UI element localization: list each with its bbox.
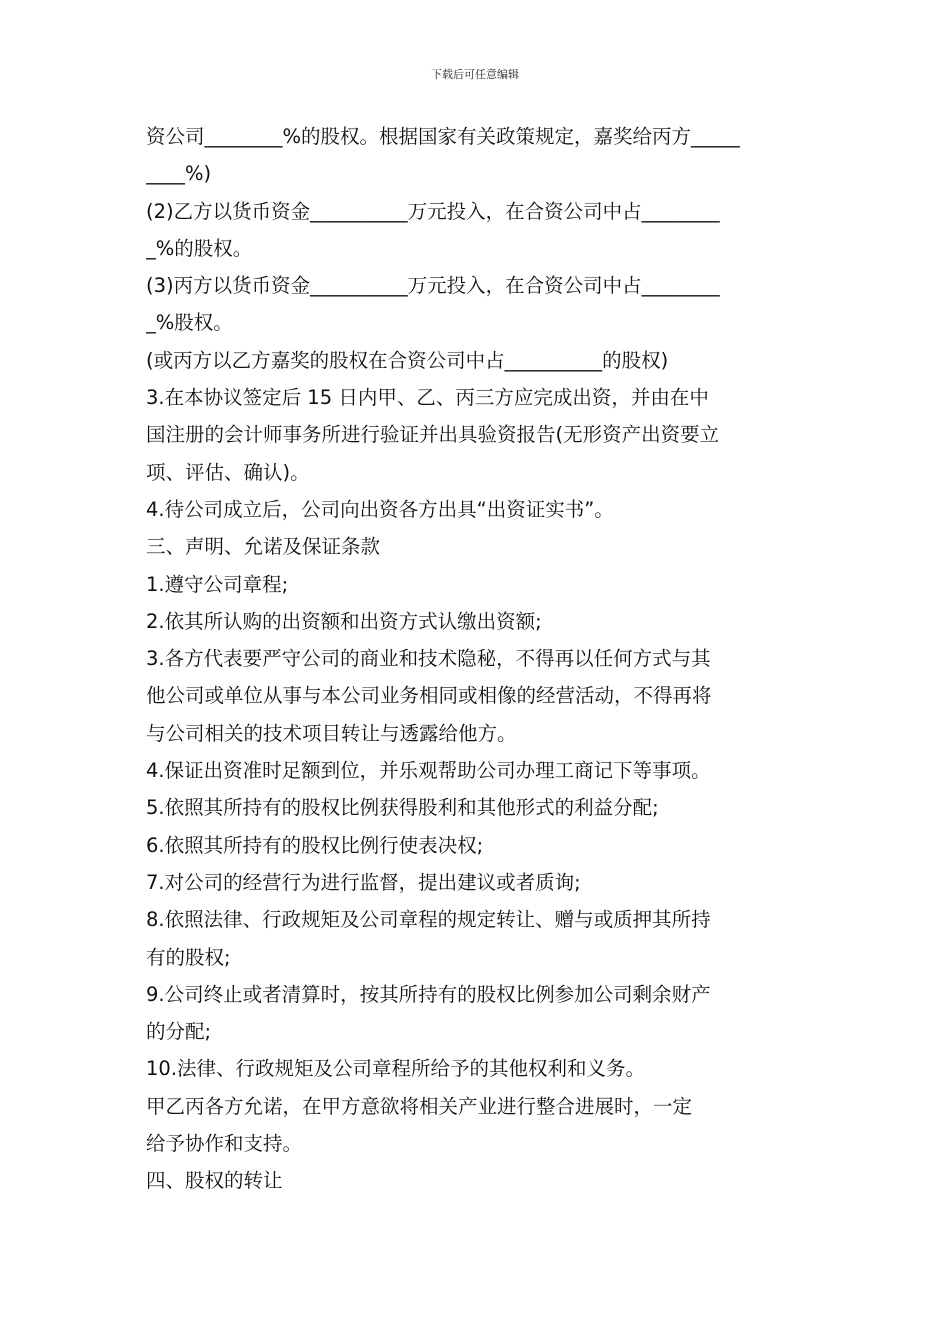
text-line: 7.对公司的经营行为进行监督，提出建议或者质询;	[146, 870, 581, 894]
text-line: (3)丙方以货币资金__________万元投入，在合资公司中占________	[146, 274, 720, 298]
page-header: 下载后可任意编辑	[431, 68, 519, 81]
text-line: 3.各方代表要严守公司的商业和技术隐秘，不得再以任何方式与其	[146, 647, 711, 671]
text-line: 4.保证出资准时足额到位，并乐观帮助公司办理工商记下等事项。	[146, 759, 711, 783]
text-line: 给予协作和支持。	[146, 1132, 303, 1156]
text-line: 4.待公司成立后，公司向出资各方出具“出资证实书”。	[146, 497, 614, 521]
text-line: 项、评估、确认)。	[146, 460, 310, 484]
text-line: 资公司________%的股权。根据国家有关政策规定，嘉奖给丙方_____	[146, 125, 740, 148]
text-line: 有的股权;	[146, 945, 231, 969]
document-body	[146, 118, 808, 1200]
text-line: 国注册的会计师事务所进行验证并出具验资报告(无形资产出资要立	[146, 423, 720, 447]
text-line: 1.遵守公司章程;	[146, 572, 289, 596]
text-line: 2.依其所认购的出资额和出资方式认缴出资额;	[146, 609, 542, 633]
text-line: 10.法律、行政规矩及公司章程所给予的其他权利和义务。	[146, 1057, 646, 1081]
text-line: 他公司或单位从事与本公司业务相同或相像的经营活动，不得再将	[146, 684, 712, 708]
text-line: ____%)	[146, 162, 212, 186]
text-line: 3.在本协议签定后 15 日内甲、乙、丙三方应完成出资，并由在中	[146, 386, 709, 410]
text-line: 9.公司终止或者清算时，按其所持有的股权比例参加公司剩余财产	[146, 982, 711, 1006]
text-line: (2)乙方以货币资金__________万元投入，在合资公司中占________	[146, 199, 720, 223]
text-line: _%股权。	[146, 311, 233, 335]
text-line: 6.依照其所持有的股权比例行使表决权;	[146, 833, 484, 857]
text-line: 8.依照法律、行政规矩及公司章程的规定转让、赠与或质押其所持	[146, 908, 711, 932]
section-heading: 三、声明、允诺及保证条款	[146, 535, 381, 559]
text-line: 甲乙丙各方允诺，在甲方意欲将相关产业进行整合进展时，一定	[146, 1094, 693, 1118]
section-heading: 四、股权的转让	[146, 1169, 283, 1193]
text-line: 与公司相关的技术项目转让与透露给他方。	[146, 721, 517, 745]
text-line: _%的股权。	[146, 236, 253, 260]
text-line: 的分配;	[146, 1020, 212, 1044]
text-line: 5.依照其所持有的股权比例获得股利和其他形式的利益分配;	[146, 796, 659, 820]
text-line: (或丙方以乙方嘉奖的股权在合资公司中占__________的股权)	[146, 348, 669, 372]
